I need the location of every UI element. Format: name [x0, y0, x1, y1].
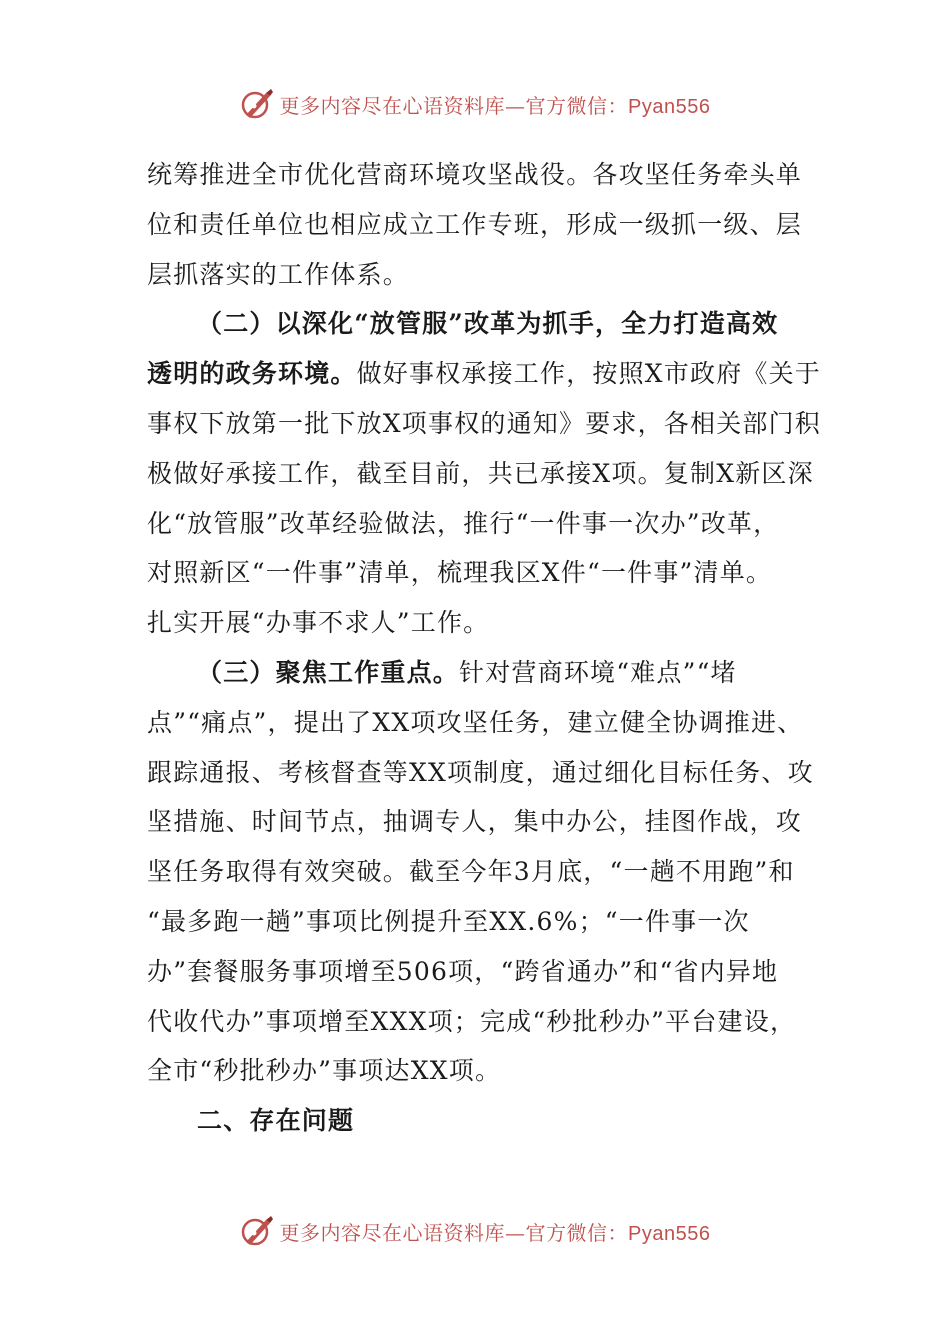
- text-line: [147, 499, 817, 549]
- body-text: 层抓落实的工作体系。: [147, 259, 410, 289]
- banner-wechat-id: Pyan556: [628, 95, 711, 118]
- body-text: 坚任务取得有效突破。截至今年3月底，“一趟不用跑”和: [147, 857, 795, 887]
- text-line: [147, 250, 817, 300]
- bold-heading: 二、存在问题: [197, 1106, 355, 1136]
- text-line: [147, 1096, 817, 1146]
- body-text: 针对营商环境“难点”“堵: [459, 657, 737, 687]
- header-banner: [0, 84, 950, 124]
- body-text: 坚措施、时间节点，抽调专人，集中办公，挂图作战，攻: [147, 807, 803, 837]
- text-line: [147, 698, 817, 748]
- banner-text: 更多内容尽在心语资料库—官方微信：Pyan556: [279, 1220, 711, 1245]
- pen-logo-icon: [240, 87, 274, 121]
- text-line: [147, 449, 817, 499]
- text-line: [147, 897, 817, 947]
- text-line: [147, 997, 817, 1047]
- banner-text: 更多内容尽在心语资料库—官方微信：Pyan556: [279, 93, 711, 118]
- body-text: 事权下放第一批下放X项事权的通知》要求，各相关部门积: [147, 408, 822, 438]
- body-text: 全市“秒批秒办”事项达XX项。: [147, 1056, 502, 1086]
- text-line: [147, 598, 817, 648]
- text-line: [147, 548, 817, 598]
- body-text: 代收代办”事项增至XXX项；完成“秒批秒办”平台建设，: [147, 1006, 797, 1036]
- text-line: [147, 847, 817, 897]
- body-text: 位和责任单位也相应成立工作专班，形成一级抓一级、层: [147, 209, 803, 239]
- banner-wechat-id: Pyan556: [628, 1222, 711, 1245]
- text-line: [147, 648, 817, 698]
- body-text: 办”套餐服务事项增至506项，“跨省通办”和“省内异地: [147, 956, 779, 986]
- footer-banner: [0, 1211, 950, 1251]
- bold-heading: 透明的政务环境。: [147, 359, 357, 389]
- body-text: 做好事权承接工作，按照X市政府《关于: [356, 359, 822, 389]
- body-text: 扎实开展“办事不求人”工作。: [147, 608, 490, 638]
- text-line: [147, 1046, 817, 1096]
- text-line: [147, 947, 817, 997]
- pen-logo-icon: [240, 1214, 274, 1248]
- body-text: 对照新区“一件事”清单，梳理我区X件“一件事”清单。: [147, 558, 773, 588]
- text-line: [147, 797, 817, 847]
- text-line: [147, 349, 822, 399]
- body-text: “最多跑一趟”事项比例提升至XX.6%；“一件事一次: [147, 906, 750, 936]
- text-line: [147, 150, 817, 200]
- text-line: [147, 748, 817, 798]
- body-text: 统筹推进全市优化营商环境攻坚战役。各攻坚任务牵头单: [147, 160, 803, 189]
- body-text: 点”“痛点”，提出了XX项攻坚任务，建立健全协调推进、: [147, 707, 804, 737]
- document-body: [147, 150, 822, 1146]
- body-text: 极做好承接工作，截至目前，共已承接X项。复制X新区深: [147, 458, 814, 488]
- text-line: [147, 299, 817, 349]
- text-line: [147, 399, 822, 449]
- bold-heading: （三）聚焦工作重点。: [197, 657, 460, 687]
- body-text: 化“放管服”改革经验做法，推行“一件事一次办”改革，: [147, 508, 780, 538]
- bold-heading: （二）以深化“放管服”改革为抓手，全力打造高效: [197, 309, 779, 339]
- text-line: [147, 200, 817, 250]
- body-text: 跟踪通报、考核督查等XX项制度，通过细化目标任务、攻: [147, 757, 814, 787]
